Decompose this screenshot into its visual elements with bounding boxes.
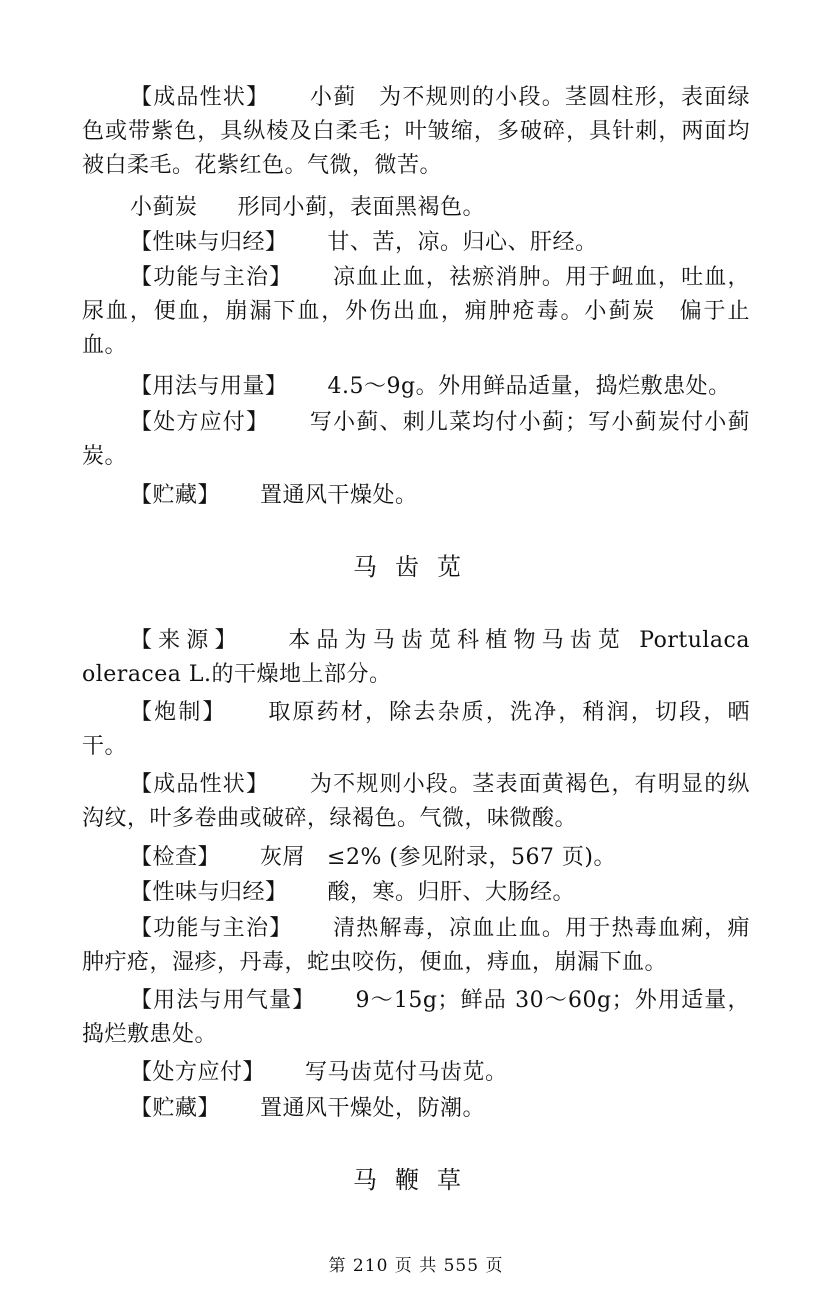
machixian-chengpin-text: 为不规则小段。茎表面黄褐色，有明显的纵沟纹，叶多卷曲或破碎，绿褐色。气微，味微酸。 — [82, 772, 750, 831]
xiaoji-yongfa-label: 【用法与用量】 — [130, 374, 288, 399]
xiaoji-chengpin-paragraph — [82, 81, 750, 183]
xiaoji-zhucang-paragraph — [82, 479, 750, 513]
machixian-gongneng-text: 清热解毒，凉血止血。用于热毒血痢，痈肿疔疮，湿疹，丹毒，蛇虫咬伤，便血，痔血，崩漏下血。 — [82, 916, 750, 975]
xiaoji-gongneng-text: 凉血止血，祛瘀消肿。用于衄血，吐血，尿血，便血，崩漏下血，外伤出血，痈肿疮毒。小蓟炭 — [82, 265, 750, 324]
machixian-jiancha-paragraph — [82, 841, 750, 875]
xiaoji-zhucang-text: 置通风干燥处。 — [260, 483, 418, 508]
machixian-title: 马齿苋 — [353, 553, 479, 581]
machixian-laiyuan-label: 【来源】 — [130, 628, 243, 653]
xiaoji-xingwei-paragraph — [82, 226, 750, 260]
xiaoji-chengpin-text: 为不规则的小段。茎圆柱形，表面绿色或带紫色，具纵棱及白柔毛；叶皱缩，多破碎，具针刺，两面均被白柔毛。花紫红色。气微，微苦。 — [82, 85, 750, 178]
xiaoji-yongfa-text: 4.5～9g。外用鲜品适量，捣烂敷患处。 — [327, 374, 731, 399]
xiaoji-tan-name: 小蓟炭 — [130, 195, 198, 220]
xiaoji-gongneng-text-2: 偏于止血。 — [82, 299, 750, 358]
machixian-yongfa-text: 9～15g；鲜品 30～60g；外用适量，捣烂敷患处。 — [82, 988, 750, 1047]
machixian-paozhi-text: 取原药材，除去杂质，洗净，稍润，切段，晒干。 — [82, 700, 750, 759]
xiaoji-yongfa-paragraph — [82, 370, 750, 404]
xiaoji-chengpin-label: 【成品性状】 — [130, 85, 270, 110]
machixian-zhucang-text: 置通风干燥处，防潮。 — [260, 1096, 486, 1121]
machixian-gongneng-paragraph — [82, 912, 750, 980]
xiaoji-chufang-label: 【处方应付】 — [130, 410, 270, 435]
machixian-chengpin-label: 【成品性状】 — [130, 772, 270, 797]
machixian-chufang-paragraph — [82, 1056, 750, 1090]
machixian-xingwei-label: 【性味与归经】 — [130, 880, 288, 905]
xiaoji-gongneng-paragraph — [82, 261, 750, 363]
machixian-zhucang-paragraph — [82, 1092, 750, 1126]
machixian-xingwei-text: 酸，寒。归肝、大肠经。 — [327, 880, 576, 905]
machixian-chufang-label: 【处方应付】 — [130, 1060, 266, 1085]
machixian-yongfa-label: 【用法与用气量】 — [130, 988, 316, 1013]
xiaoji-chufang-paragraph — [82, 406, 750, 474]
xiaoji-tan-text: 形同小蓟，表面黑褐色。 — [237, 195, 486, 220]
machixian-yongfa-paragraph — [82, 984, 750, 1052]
machixian-chengpin-paragraph — [82, 768, 750, 836]
machixian-paozhi-label: 【炮制】 — [130, 700, 227, 725]
page-number-footer: 第 210 页 共 555 页 — [328, 1256, 504, 1276]
xiaoji-gongneng-label: 【功能与主治】 — [130, 265, 293, 290]
machixian-laiyuan-text: 本品为马齿苋科植物马齿苋 Portulaca oleracea L.的干燥地上部分。 — [82, 628, 750, 687]
xiaoji-xingwei-label: 【性味与归经】 — [130, 230, 288, 255]
machixian-laiyuan-paragraph — [82, 624, 750, 692]
xiaoji-chengpin-name: 小蓟 — [309, 85, 357, 110]
xiaoji-chufang-text: 写小蓟、刺儿菜均付小蓟；写小蓟炭付小蓟炭。 — [82, 410, 750, 469]
machixian-chufang-text: 写马齿苋付马齿苋。 — [305, 1060, 508, 1085]
mabiancao-title: 马鞭草 — [353, 1166, 479, 1194]
machixian-jiancha-label: 【检查】 — [130, 845, 221, 870]
xiaoji-tan-paragraph — [82, 191, 750, 225]
xiaoji-zhucang-label: 【贮藏】 — [130, 483, 221, 508]
machixian-gongneng-label: 【功能与主治】 — [130, 916, 293, 941]
machixian-jiancha-text: ≤2% (参见附录，567 页)。 — [327, 845, 617, 870]
machixian-zhucang-label: 【贮藏】 — [130, 1096, 221, 1121]
machixian-xingwei-paragraph — [82, 876, 750, 910]
machixian-paozhi-paragraph — [82, 696, 750, 764]
machixian-jiancha-item: 灰屑 — [260, 845, 306, 870]
xiaoji-xingwei-text: 甘、苦，凉。归心、肝经。 — [327, 230, 598, 255]
